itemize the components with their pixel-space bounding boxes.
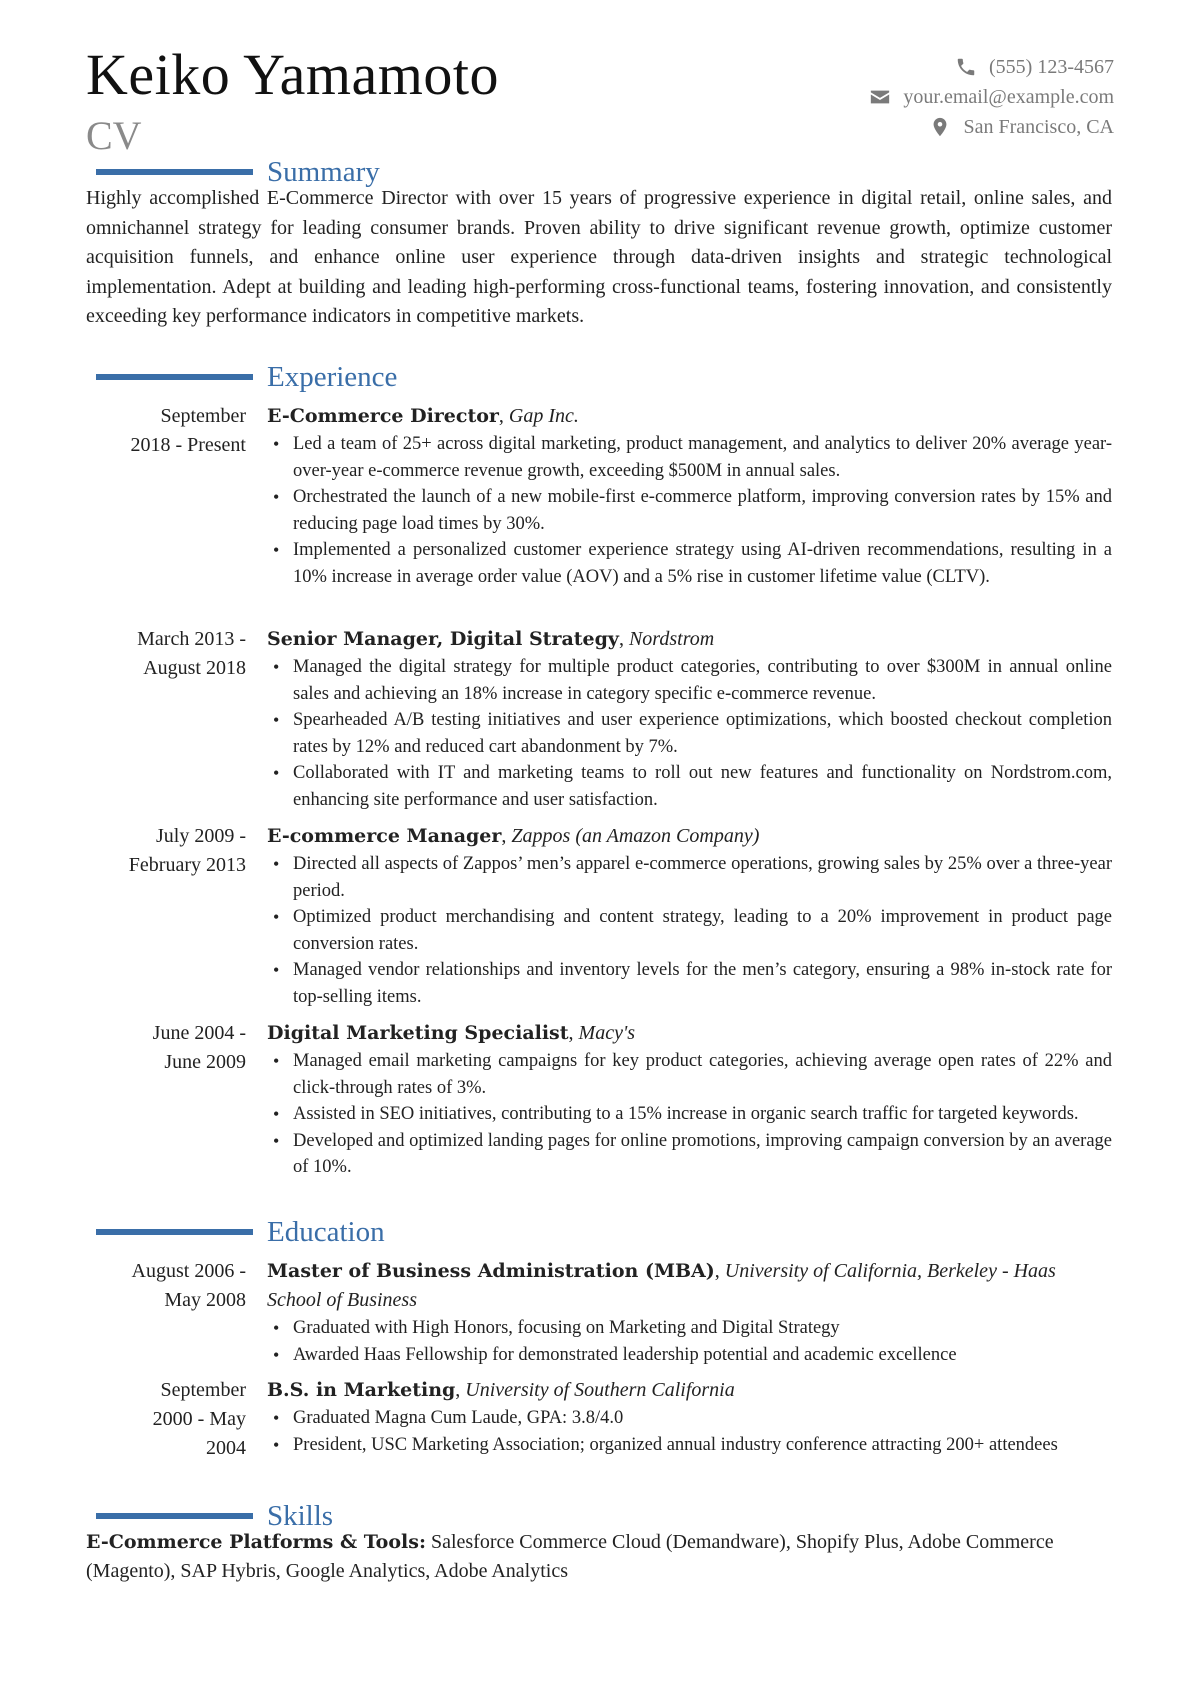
location-text: San Francisco, CA [963, 115, 1114, 138]
bullet-item: • Awarded Haas Fellowship for demonstrated leadership potential and academic excellence [267, 1342, 1112, 1369]
section-bar [96, 169, 253, 175]
entry-role: Senior Manager, Digital Strategy, Nordstrom [267, 628, 715, 650]
bullet-item: • Graduated with High Honors, focusing on Marketing and Digital Strategy [267, 1315, 1112, 1342]
bullet-item: • Assisted in SEO initiatives, contributing to a 15% increase in organic search traffic for targeted keywords. [267, 1101, 1112, 1128]
entry-role: E-commerce Manager, Zappos (an Amazon Company) [267, 825, 760, 847]
school-name: University of California, Berkeley - Haas School of Business [267, 1260, 1056, 1311]
contact-location [869, 112, 1114, 142]
degree-title: B.S. in Marketing [267, 1379, 456, 1401]
bullet-item: • Led a team of 25+ across digital marketing, product management, and analytics to deliver 20% average year-over-year e-commerce revenue growth, exceeding $500M in annual sales. [267, 431, 1112, 484]
bullet-item: • Graduated Magna Cum Laude, GPA: 3.8/4.0 [267, 1405, 1112, 1432]
section-title-skills: Skills [267, 1500, 334, 1532]
summary-text: Highly accomplished E-Commerce Director with over 15 years of progressive experience in digital retail, online sales, and omnichannel strategy for leading consumer brands. Proven ability to drive significant revenue growth, optimize customer acquisition funnels, and enhance online user experience through data-driven insights and strategic technological implementation. Adept at building and leading high-performing cross-functional teams, fostering innovation, and consistently exceeding key performance indicators in competitive markets. [86, 187, 1112, 327]
resume-subtitle: CV [86, 113, 142, 158]
date-line: February 2013 [128, 854, 246, 876]
section-header-education [96, 1214, 1096, 1250]
date-line: June 2004 - [152, 1022, 246, 1044]
skills-text [86, 1528, 1112, 1586]
entry-date [86, 1376, 246, 1463]
date-line: May 2008 [164, 1289, 246, 1311]
section-title-education: Education [267, 1216, 385, 1248]
bullet-item: • Implemented a personalized customer experience strategy using AI-driven recommendations, resulting in a 10% increase in average order value (AOV) and a 5% rise in customer lifetime value (CLTV). [267, 537, 1112, 590]
section-bar [96, 1513, 253, 1519]
bullet-item: • Managed the digital strategy for multiple product categories, contributing to over $300M in annual online sales and achieving an 18% increase in category specific e-commerce revenue. [267, 654, 1112, 707]
contact-email [869, 82, 1114, 112]
employer: Gap Inc. [508, 405, 579, 427]
resume-name: Keiko Yamamoto [86, 42, 499, 107]
bullet-item: • Directed all aspects of Zappos’ men’s apparel e-commerce operations, growing sales by 25% over a three-year period. [267, 851, 1112, 904]
bullet-item: • Managed vendor relationships and inventory levels for the men’s category, ensuring a 98% in-stock rate for top-selling items. [267, 957, 1112, 1010]
section-bar [96, 374, 253, 380]
date-line: 2018 - Present [130, 434, 246, 456]
skills-list: Salesforce Commerce Cloud (Demandware), Shopify Plus, Adobe Commerce (Magento), SAP Hybris, Google Analytics, Adobe Analytics [86, 1531, 1054, 1582]
section-bar [96, 1229, 253, 1235]
section-title-summary: Summary [267, 156, 380, 188]
entry-role: Digital Marketing Specialist, Macy's [267, 1022, 636, 1044]
date-line: March 2013 - [137, 628, 246, 650]
job-title: E-Commerce Director [267, 405, 499, 427]
job-title: E-commerce Manager [267, 825, 502, 847]
phone-text[interactable]: (555) 123-4567 [989, 55, 1114, 78]
section-title-experience: Experience [267, 361, 398, 393]
bullet-item: • President, USC Marketing Association; organized annual industry conference attracting 200+ attendees [267, 1432, 1112, 1459]
envelope-icon [869, 86, 891, 108]
school-name: University of Southern California [465, 1379, 735, 1401]
entry-date [86, 402, 246, 460]
map-pin-icon [929, 116, 951, 138]
job-title: Digital Marketing Specialist [267, 1022, 569, 1044]
bullet-item: • Collaborated with IT and marketing teams to roll out new features and functionality on Nordstrom.com, enhancing site performance and user satisfaction. [267, 760, 1112, 813]
employer: Macy's [578, 1022, 636, 1044]
entry-role: E-Commerce Director, Gap Inc. [267, 405, 579, 427]
date-line: 2000 - May [152, 1408, 246, 1430]
contact-phone [869, 52, 1114, 82]
entry-date [86, 1257, 246, 1315]
section-header-experience [96, 359, 1096, 395]
bullet-item: • Optimized product merchandising and content strategy, leading to a 20% improvement in product page conversion rates. [267, 904, 1112, 957]
job-title: Senior Manager, Digital Strategy [267, 628, 619, 650]
bullet-item: • Spearheaded A/B testing initiatives and user experience optimizations, which boosted checkout completion rates by 12% and reduced cart abandonment by 7%. [267, 707, 1112, 760]
date-line: August 2018 [143, 657, 246, 679]
degree-title: Master of Business Administration (MBA) [267, 1260, 715, 1282]
employer: Nordstrom [628, 628, 715, 650]
entry-date [86, 625, 246, 683]
date-line: September [160, 405, 246, 427]
contact-block [869, 52, 1114, 142]
phone-icon [955, 56, 977, 78]
bullet-item: • Orchestrated the launch of a new mobile-first e-commerce platform, improving conversion rates by 15% and reducing page load times by 30%. [267, 484, 1112, 537]
entry-date [86, 1019, 246, 1077]
bullet-item: • Managed email marketing campaigns for key product categories, achieving average open rates of 22% and click-through rates of 3%. [267, 1048, 1112, 1101]
date-line: July 2009 - [156, 825, 246, 847]
entry-degree: Master of Business Administration (MBA), University of California, Berkeley - Haas School of Business [267, 1260, 1056, 1311]
bullet-item: • Developed and optimized landing pages for online promotions, improving campaign conversion by an average of 10%. [267, 1128, 1112, 1181]
date-line: August 2006 - [131, 1260, 246, 1282]
date-line: September [160, 1379, 246, 1401]
entry-date [86, 822, 246, 880]
entry-degree: B.S. in Marketing, University of Southern California [267, 1379, 735, 1401]
employer: Zappos (an Amazon Company) [511, 825, 760, 847]
date-line: June 2009 [164, 1051, 246, 1073]
skills-label: E-Commerce Platforms & Tools: [86, 1531, 426, 1553]
email-link[interactable]: your.email@example.com [903, 85, 1114, 108]
date-line: 2004 [206, 1437, 246, 1459]
